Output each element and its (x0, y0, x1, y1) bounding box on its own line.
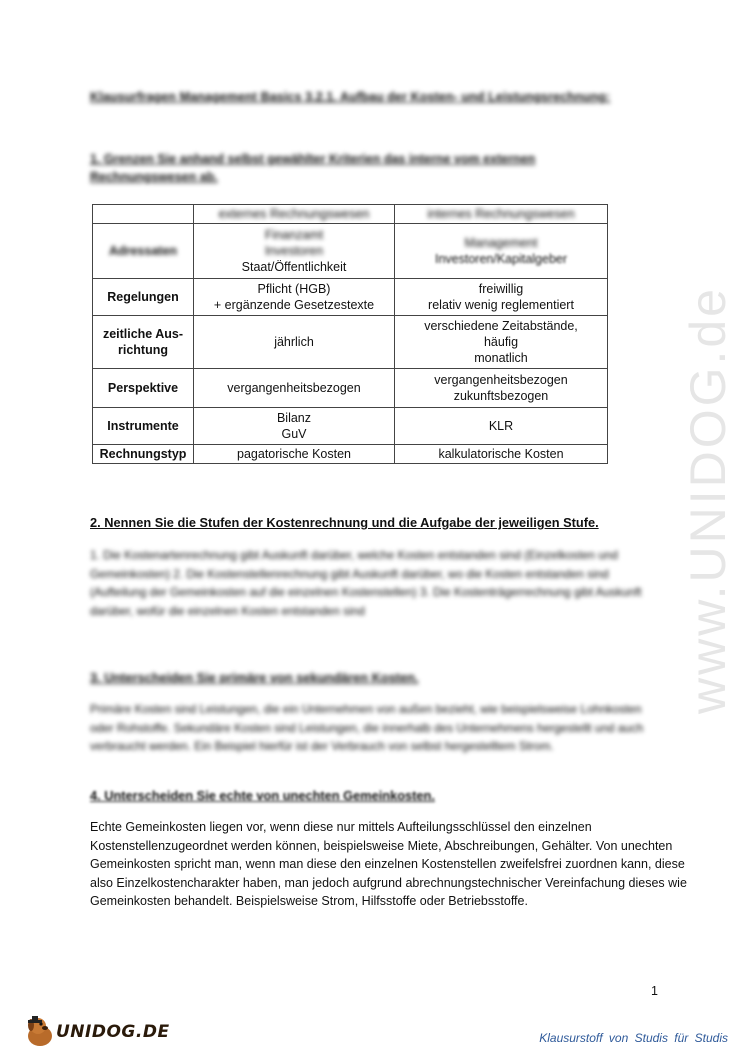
cell-external (194, 369, 395, 408)
question-4-answer: Echte Gemeinkosten liegen vor, wenn diese nur mittels Aufteilungsschlüssel den einzelnen Kostenstellenzugeordnet werden können, beispielsweise Miete, Abschreibungen, Gehälter. Von unechten Gemeinkosten spricht man, wenn man diese den einzelnen Kostenstellen zweifelsfrei zuordnen kann, diese also Einzelkostencharakter haben, man jedoch aufgrund abrechnungstechnischer Vereinfachung dieses wie Gemeinkosten behandelt. Beispielsweise Strom, Hilfsstoffe oder Betriebsstoffe. (90, 820, 687, 908)
cell-line: häufig (483, 335, 519, 349)
cell-internal (395, 369, 608, 408)
question-3-title: 3. Unterscheiden Sie primäre von sekundären Kosten. (90, 670, 419, 685)
cell-external (194, 279, 395, 316)
cell-internal (395, 279, 608, 316)
cell-line: Staat/Öffentlichkeit (241, 260, 347, 274)
question-4-title: 4. Unterscheiden Sie echte von unechten Gemeinkosten. (90, 788, 435, 803)
cell-line: Investoren (264, 244, 324, 258)
page-number: 1 (651, 984, 658, 998)
cell-line: verschiedene Zeitabstände, (424, 319, 578, 333)
cell-line: jährlich (274, 335, 314, 349)
cell-external (194, 445, 395, 464)
row-label: zeitliche Aus-richtung (93, 316, 194, 369)
cell-internal (395, 224, 608, 279)
cell-line: vergangenheitsbezogen (227, 381, 361, 395)
cell-line: kalkulatorische Kosten (438, 447, 564, 461)
slogan: Klausurstoff von Studis für Studis (539, 1031, 728, 1045)
dog-icon (22, 1014, 58, 1050)
cell-line: relativ wenig reglementiert (428, 298, 574, 312)
cell-line: monatlich (474, 351, 528, 365)
row-label: Perspektive (93, 369, 194, 408)
cell-line: + ergänzende Gesetzestexte (213, 298, 375, 312)
table-header-row (93, 205, 608, 224)
cell-line: Bilanz (276, 411, 312, 425)
table-header-external: externes Rechnungswesen (194, 205, 395, 224)
cell-line: vergangenheitsbezogen (434, 373, 568, 387)
logo-text: UNIDOG.DE (56, 1022, 170, 1042)
question-3-answer: Primäre Kosten sind Leistungen, die ein Unternehmen von außen bezieht, wie beispielsweise Lohnkosten oder Rohstoffe. Sekundäre Kosten sind Leistungen, die innerhalb des Unternehmens hergestellt und auch verbraucht werden. Ein Beispiel hierfür ist der Verbrauch von selbst hergestelltem Strom. (90, 702, 644, 753)
cell-line: Pflicht (HGB) (257, 282, 331, 296)
cell-line: Management (464, 236, 538, 250)
cell-external (194, 408, 395, 445)
table-row (93, 316, 608, 369)
cell-external (194, 224, 395, 279)
cell-line: freiwillig (478, 282, 524, 296)
table-header-internal: internes Rechnungswesen (395, 205, 608, 224)
table-row (93, 445, 608, 464)
cell-line: zukunftsbezogen (453, 389, 549, 403)
cell-line: pagatorische Kosten (237, 447, 351, 461)
cell-internal (395, 408, 608, 445)
cell-line: KLR (488, 419, 514, 433)
cell-external (194, 316, 395, 369)
table-row (93, 408, 608, 445)
cell-line: GuV (281, 427, 307, 441)
cell-line: Investoren/Kapitalgeber (434, 252, 568, 266)
row-label: Rechnungstyp (93, 445, 194, 464)
cell-internal (395, 445, 608, 464)
question-2-title: 2. Nennen Sie die Stufen der Kostenrechnung und die Aufgabe der jeweiligen Stufe. (90, 515, 599, 530)
table-row (93, 224, 608, 279)
table-row (93, 369, 608, 408)
cell-line: Finanzamt (264, 228, 324, 242)
watermark: www.UNIDOG.de (680, 286, 736, 714)
document-title: Klausurfragen Management Basics 3.2.1. Aufbau der Kosten- und Leistungsrechnung: (90, 90, 611, 104)
comparison-table (92, 204, 608, 464)
row-label: Adressaten (93, 224, 194, 279)
question-2-answer: 1. Die Kostenartenrechnung gibt Auskunft darüber, welche Kosten entstanden sind (Einzelkosten und Gemeinkosten) 2. Die Kostenstellenrechnung gibt Auskunft darüber, wo die Kosten entstanden sind (Aufteilung der Gemeinkosten auf die einzelnen Kostenstellen) 3. Die Kostenträgerrechnung gibt Auskunft darüber, wofür die einzelnen Kosten entstanden sind (90, 548, 642, 618)
row-label: Regelungen (93, 279, 194, 316)
question-1-title: 1. Grenzen Sie anhand selbst gewählter Kriterien das interne vom externen Rechnungswesen ab. (90, 152, 536, 184)
table-header-empty (93, 205, 194, 224)
row-label: Instrumente (93, 408, 194, 445)
unidog-logo (22, 1014, 170, 1050)
cell-internal (395, 316, 608, 369)
table-row (93, 279, 608, 316)
